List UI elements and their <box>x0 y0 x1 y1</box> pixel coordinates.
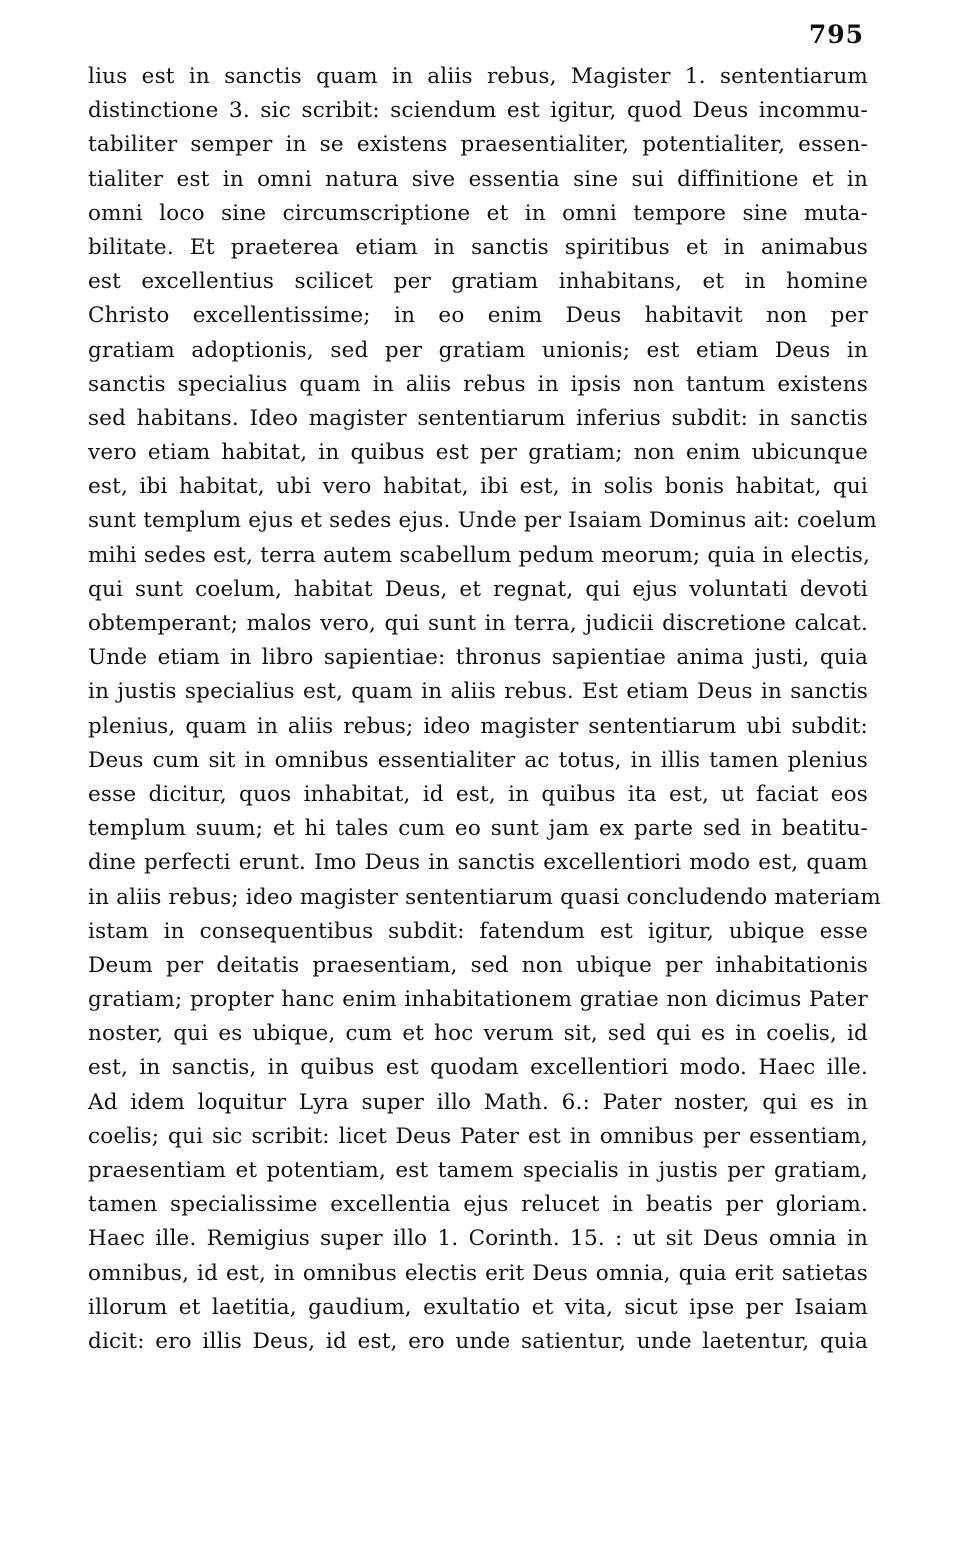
text-line: tialiter est in omni natura sive essentia sine sui diffinitione et in <box>88 166 868 192</box>
text-line: Haec ille. Remigius super illo 1. Corinth. 15. : ut sit Deus omnia in <box>88 1226 868 1252</box>
page-number: 795 <box>808 20 864 49</box>
text-line: praesentiam et potentiam, est tamem specialis in justis per gratiam, <box>88 1158 868 1183</box>
text-line: sanctis specialius quam in aliis rebus in ipsis non tantum existens <box>88 371 868 397</box>
text-line: dine perfecti erunt. Imo Deus in sanctis excellentiori modo est, quam <box>88 850 868 876</box>
text-line: tamen specialissime excellentia ejus relucet in beatis per gloriam. <box>88 1192 868 1218</box>
text-line: Deum per deitatis praesentiam, sed non ubique per inhabitationis <box>88 952 868 978</box>
text-line: esse dicitur, quos inhabitat, id est, in quibus ita est, ut faciat eos <box>88 781 868 807</box>
text-line: illorum et laetitia, gaudium, exultatio et vita, sicut ipse per Isaiam <box>88 1294 868 1320</box>
text-line: gratiam; propter hanc enim inhabitationem gratiae non dicimus Pater <box>88 987 868 1013</box>
text-line: vero etiam habitat, in quibus est per gratiam; non enim ubicunque <box>88 440 868 466</box>
text-line: in justis specialius est, quam in aliis rebus. Est etiam Deus in sanctis <box>88 679 868 705</box>
text-line: sunt templum ejus et sedes ejus. Unde per Isaiam Dominus ait: coelum <box>88 508 877 534</box>
text-line: plenius, quam in aliis rebus; ideo magister sententiarum ubi subdit: <box>88 713 868 739</box>
text-line: Christo excellentissime; in eo enim Deus habitavit non per <box>88 303 868 329</box>
text-line: sed habitans. Ideo magister sententiarum inferius subdit: in sanctis <box>88 405 868 431</box>
body-text <box>88 60 881 1359</box>
text-line: est, in sanctis, in quibus est quodam excellentiori modo. Haec ille. <box>88 1055 868 1081</box>
text-line: istam in consequentibus subdit: fatendum est igitur, ubique esse <box>88 918 868 944</box>
text-line: dicit: ero illis Deus, id est, ero unde satientur, unde laetentur, quia <box>88 1328 868 1354</box>
text-line: est excellentius scilicet per gratiam inhabitans, et in homine <box>88 269 868 295</box>
text-line: est, ibi habitat, ubi vero habitat, ibi est, in solis bonis habitat, qui <box>88 474 868 500</box>
text-line: omnibus, id est, in omnibus electis erit Deus omnia, quia erit satietas <box>88 1260 868 1286</box>
text-line: qui sunt coelum, habitat Deus, et regnat, qui ejus voluntati devoti <box>88 576 868 602</box>
text-line: in aliis rebus; ideo magister sententiarum quasi concludendo materiam <box>88 884 881 910</box>
text-line: distinctione 3. sic scribit: sciendum est igitur, quod Deus incommu- <box>88 98 868 124</box>
text-line: mihi sedes est, terra autem scabellum pedum meorum; quia in electis, <box>88 542 871 568</box>
text-line: coelis; qui sic scribit: licet Deus Pater est in omnibus per essentiam, <box>88 1123 868 1149</box>
text-line: gratiam adoptionis, sed per gratiam unionis; est etiam Deus in <box>88 337 868 363</box>
text-line: bilitate. Et praeterea etiam in sanctis spiritibus et in animabus <box>88 234 868 260</box>
text-line: Deus cum sit in omnibus essentialiter ac totus, in illis tamen plenius <box>88 747 868 773</box>
text-line: omni loco sine circumscriptione et in omni tempore sine muta- <box>88 200 868 226</box>
text-line: tabiliter semper in se existens praesentialiter, potentialiter, essen- <box>88 132 868 158</box>
text-line: Unde etiam in libro sapientiae: thronus sapientiae anima justi, quia <box>88 645 868 671</box>
text-line: Ad idem loquitur Lyra super illo Math. 6.: Pater noster, qui es in <box>88 1089 868 1115</box>
text-line: noster, qui es ubique, cum et hoc verum sit, sed qui es in coelis, id <box>88 1021 868 1047</box>
text-line: obtemperant; malos vero, qui sunt in terra, judicii discretione calcat. <box>88 611 868 636</box>
text-line: lius est in sanctis quam in aliis rebus, Magister 1. sententiarum <box>88 64 868 89</box>
text-line: templum suum; et hi tales cum eo sunt jam ex parte sed in beatitu- <box>88 816 868 842</box>
